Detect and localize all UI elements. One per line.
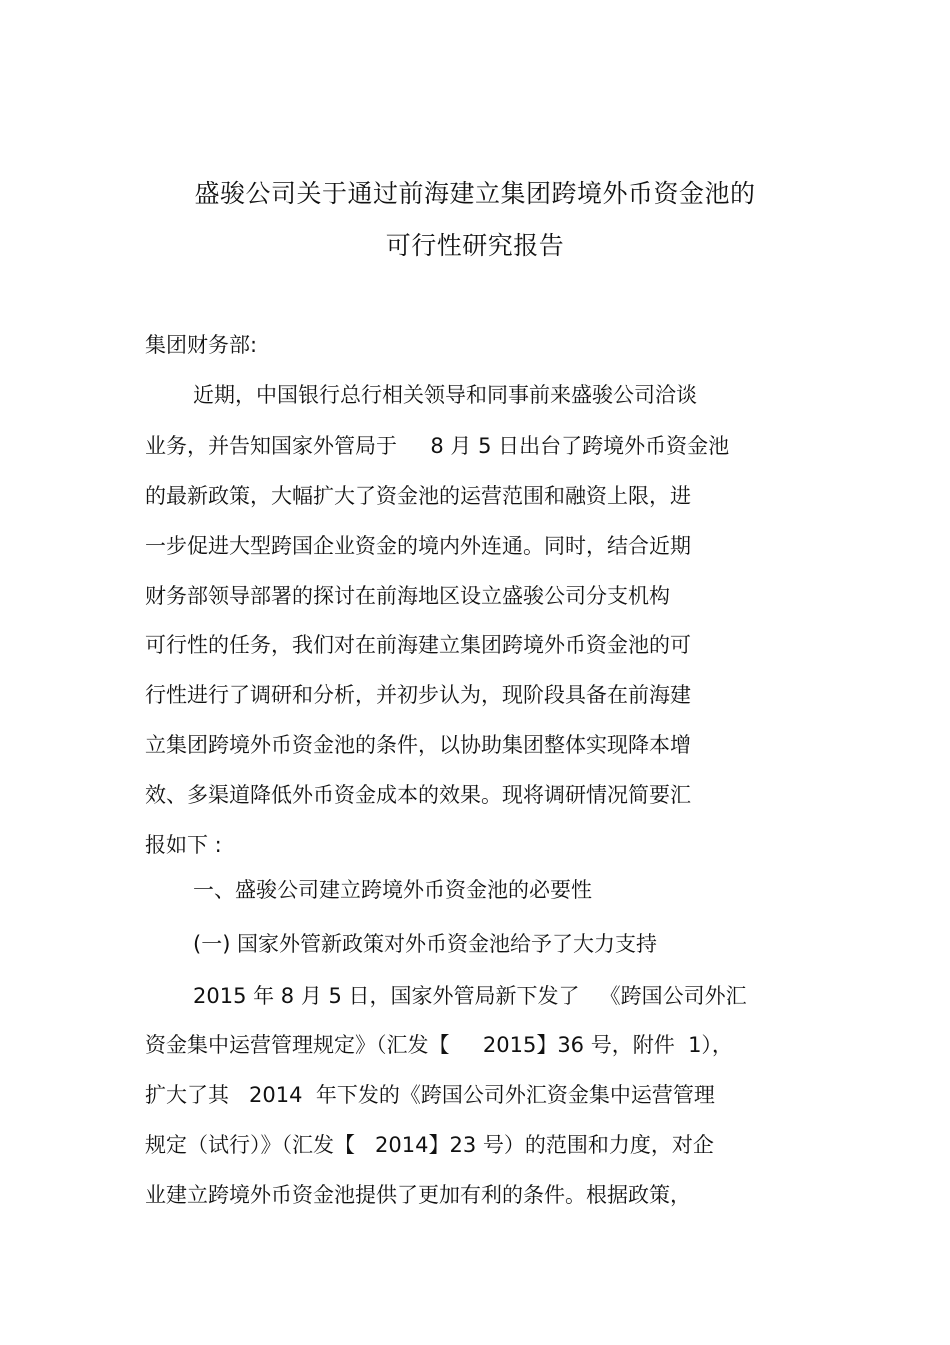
body-line: 近期，中国银行总行相关领导和同事前来盛骏公司洽谈 xyxy=(193,383,697,407)
document-title-line-1: 盛骏公司关于通过前海建立集团跨境外币资金池的 xyxy=(194,179,756,208)
body-line: 效、多渠道降低外币资金成本的效果。现将调研情况简要汇 xyxy=(145,783,691,807)
body-line: 行性进行了调研和分析，并初步认为，现阶段具备在前海建 xyxy=(145,683,691,707)
body-line: 报如下 : xyxy=(145,833,222,857)
body-line: 扩大了其 2014 年下发的《跨国公司外汇资金集中运营管理 xyxy=(145,1083,715,1107)
salutation: 集团财务部: xyxy=(145,333,258,357)
body-line: 2015 年 8 月 5 日，国家外管局新下发了 《跨国公司外汇 xyxy=(193,984,747,1008)
body-line: 可行性的任务，我们对在前海建立集团跨境外币资金池的可 xyxy=(145,633,691,657)
document-title-line-2: 可行性研究报告 xyxy=(385,231,565,260)
body-line: 的最新政策，大幅扩大了资金池的运营范围和融资上限，进 xyxy=(145,484,691,508)
body-line: 资金集中运营管理规定》（汇发【 2015】36 号，附件 1）， xyxy=(145,1033,733,1057)
body-line: 业务，并告知国家外管局于 8 月 5 日出台了跨境外币资金池 xyxy=(145,434,730,458)
body-line: 规定（试行）》（汇发【 2014】23 号）的范围和力度，对企 xyxy=(145,1133,714,1157)
body-line: 一步促进大型跨国企业资金的境内外连通。同时，结合近期 xyxy=(145,534,691,558)
body-line: 立集团跨境外币资金池的条件，以协助集团整体实现降本增 xyxy=(145,733,691,757)
section-heading: 一、盛骏公司建立跨境外币资金池的必要性 xyxy=(193,878,592,902)
subsection-heading: (一) 国家外管新政策对外币资金池给予了大力支持 xyxy=(193,932,658,956)
body-line: 财务部领导部署的探讨在前海地区设立盛骏公司分支机构 xyxy=(145,584,670,608)
body-line: 业建立跨境外币资金池提供了更加有利的条件。根据政策， xyxy=(145,1183,691,1207)
